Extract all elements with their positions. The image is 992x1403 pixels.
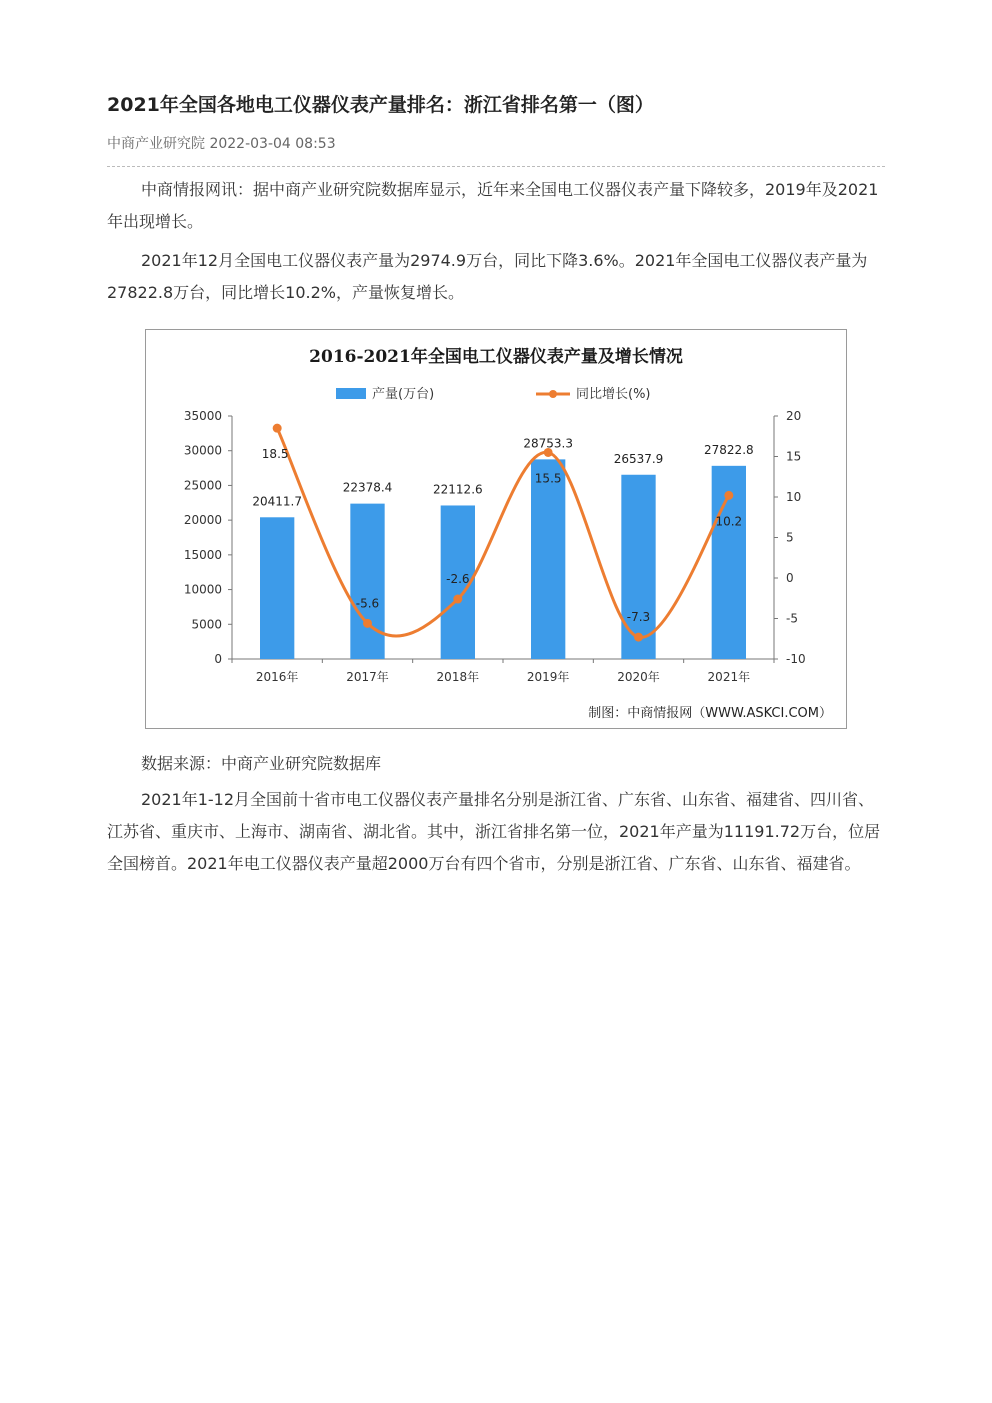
bar-2016年 (260, 517, 294, 659)
left-axis-tick-label: 15000 (183, 547, 222, 562)
x-axis-tick-label: 2016年 (255, 670, 299, 684)
bar-2020年 (621, 475, 655, 659)
bar-value-label: 22112.6 (433, 482, 483, 497)
x-axis-tick-label: 2018年 (436, 670, 480, 684)
data-source: 数据来源：中商产业研究院数据库 (141, 754, 382, 773)
growth-value-label: -2.6 (446, 572, 470, 587)
paragraph-intro: 中商情报网讯：据中商产业研究院数据库显示，近年来全国电工仪器仪表产量下降较多，2019年及2021年出现增长。 (107, 180, 879, 231)
legend-bar-label: 产量(万台) (372, 387, 435, 402)
chart-legend (336, 386, 651, 402)
legend-line-marker (549, 390, 557, 398)
production-chart (145, 329, 847, 729)
left-axis-tick-label: 35000 (183, 409, 222, 423)
bar-2017年 (350, 504, 384, 659)
right-axis-tick-label: 15 (786, 449, 802, 464)
chart-title: 2016-2021年全国电工仪器仪表产量及增长情况 (309, 347, 683, 367)
right-axis-tick-label: -10 (786, 652, 806, 666)
right-axis-tick-label: 5 (786, 530, 794, 545)
growth-point-2021年 (724, 491, 733, 500)
legend-line-label: 同比增长(%) (576, 387, 651, 402)
growth-point-2020年 (634, 633, 643, 642)
growth-value-label: 18.5 (261, 447, 289, 462)
left-axis-tick-label: 30000 (183, 443, 222, 458)
growth-point-2017年 (363, 619, 372, 628)
paragraph-production: 2021年12月全国电工仪器仪表产量为2974.9万台，同比下降3.6%。2021年全国电工仪器仪表产量为27822.8万台，同比增长10.2%，产量恢复增长。 (107, 251, 868, 302)
article-meta: 中商产业研究院 2022-03-04 08:53 (107, 136, 336, 152)
left-axis-tick-label: 0 (214, 652, 222, 666)
right-axis-tick-label: 10 (786, 490, 802, 504)
left-axis-tick-label: 25000 (183, 478, 222, 493)
article (107, 88, 885, 309)
right-axis-tick-label: 0 (786, 571, 794, 585)
growth-point-2018年 (453, 595, 462, 604)
chart-credit: 制图：中商情报网（WWW.ASKCI.COM） (588, 706, 832, 721)
meta-divider (107, 166, 885, 167)
x-axis-tick-label: 2017年 (346, 670, 389, 684)
growth-value-label: 15.5 (534, 471, 562, 486)
bar-value-label: 22378.4 (342, 480, 393, 495)
growth-value-label: -5.6 (355, 596, 380, 611)
x-axis-tick-label: 2021年 (707, 670, 751, 684)
bar-series (260, 459, 746, 659)
left-axis-tick-label: 20000 (183, 513, 222, 528)
article-title: 2021年全国各地电工仪器仪表产量排名：浙江省排名第一（图） (107, 94, 654, 116)
paragraph-ranking: 2021年1-12月全国前十省市电工仪器仪表产量排名分别是浙江省、广东省、山东省、福建省、四川省、江苏省、重庆市、上海市、湖南省、湖北省。其中，浙江省排名第一位，2021年产量为11191.72万台，位居全国榜首。2021年电工仪器仪表产量超2000万台有四个省市，分别是浙江省、广东省、山东省、福建省。 (107, 790, 881, 873)
legend-bar-swatch (336, 388, 366, 399)
bar-value-label: 26537.9 (613, 451, 664, 466)
bar-value-label: 27822.8 (704, 442, 754, 457)
growth-point-2016年 (273, 424, 282, 433)
bar-value-label: 28753.3 (523, 436, 573, 451)
x-axis-tick-label: 2019年 (526, 670, 570, 684)
growth-value-label: 10.2 (715, 514, 743, 529)
x-axis-tick-label: 2020年 (617, 670, 660, 684)
right-axis-tick-label: 20 (786, 409, 802, 423)
left-axis-tick-label: 10000 (183, 582, 222, 597)
growth-value-label: -7.3 (626, 610, 651, 625)
line-series (273, 424, 734, 642)
bar-value-label: 20411.7 (252, 494, 302, 509)
left-axis-tick-label: 5000 (191, 617, 222, 632)
bar-2019年 (531, 459, 565, 659)
chart-canvas (146, 330, 846, 728)
right-axis-tick-label: -5 (786, 611, 798, 626)
